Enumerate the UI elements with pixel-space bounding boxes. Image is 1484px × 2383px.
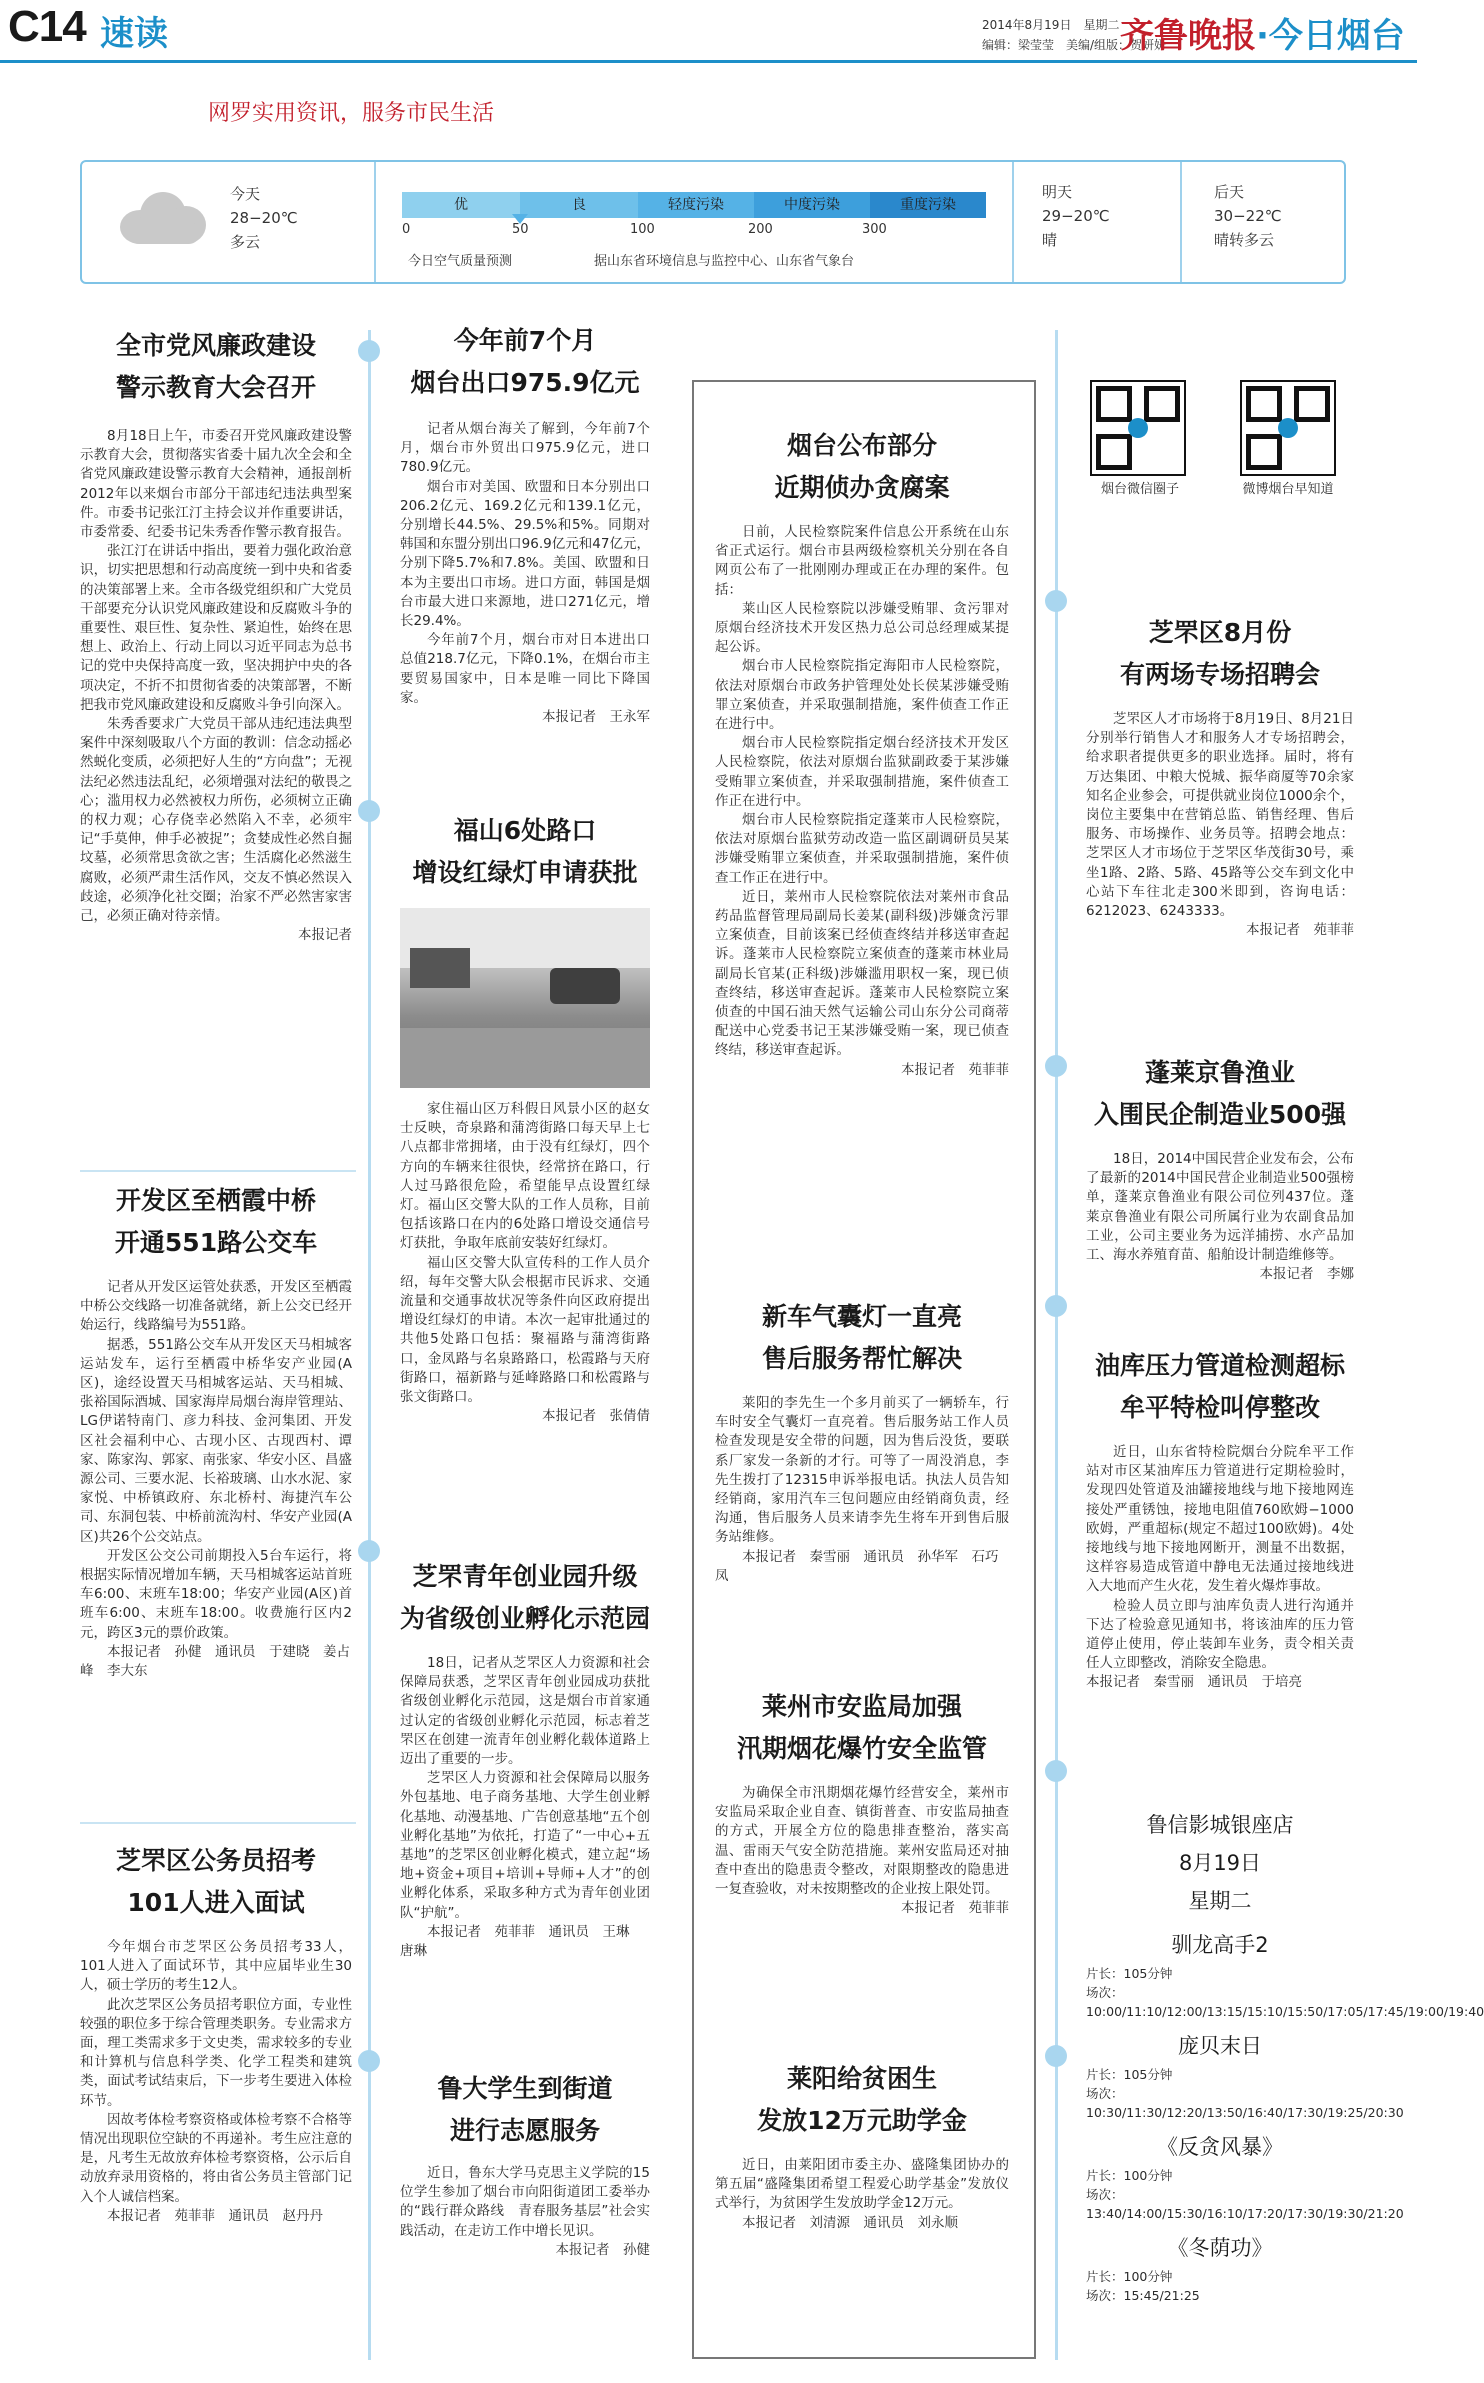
film-duration: 片长：105分钟 — [1086, 1966, 1173, 1981]
dayafter-label: 后天 — [1214, 183, 1245, 201]
headline-line: 开通551路公交车 — [114, 1228, 318, 1257]
timeline-dot — [1045, 1295, 1067, 1317]
article-civil-servant — [80, 1840, 352, 2226]
today-temp: 28−20℃ — [230, 209, 298, 227]
headline — [715, 1296, 1009, 1380]
article-volunteers — [400, 2068, 650, 2260]
timeline-dot — [1045, 1760, 1067, 1782]
paragraph: 烟台市人民检察院指定海阳市人民检察院，依法对原烟台市政务护管理处处长侯某涉嫌受贿罪立案侦查，并采取强制措施，案件侦查工作正在进行中。 — [715, 658, 1009, 733]
timeline-dot — [1045, 1055, 1067, 1077]
film-duration: 片长：105分钟 — [1086, 2067, 1173, 2082]
headline-line: 汛期烟花爆竹安全监管 — [736, 1734, 987, 1763]
aqi-tick-200: 200 — [748, 222, 773, 237]
film-title: 庞贝末日 — [1178, 2034, 1262, 2058]
byline: 本报记者 秦雪丽 通讯员 孙华军 石巧凤 — [715, 1548, 999, 1584]
newspaper-logo — [1120, 8, 1405, 57]
paragraph: 记者从开发区运管处获悉，开发区至栖霞中桥公交线路一切准备就绪，新上公交已经开始运行，线路编号为551路。 — [80, 1279, 352, 1334]
brand-main: 齐鲁晚报 — [1120, 16, 1256, 56]
weather-divider — [1012, 162, 1014, 282]
headline — [1086, 612, 1354, 696]
aqi-level-moderate: 中度污染 — [754, 192, 870, 218]
section-name: 速读 — [100, 14, 168, 54]
paragraph: 检验人员立即与油库负责人进行沟通并下达了检验意见通知书，将该油库的压力管道停止使用，停止装卸车业务，责令相关责任人立即整改，消除安全隐患。 — [1086, 1597, 1354, 1672]
paragraph: 18日，2014中国民营企业发布会，公布了最新的2014中国民营企业制造业500强榜单，蓬莱京鲁渔业有限公司位列437位。蓬莱京鲁渔业有限公司所属行业为农副食品加工业，公司主要业务为远洋捕捞、水产品加工、海水养殖育苗、船舶设计制造维修等。 — [1086, 1151, 1354, 1264]
byline: 本报记者 苑菲菲 — [1246, 922, 1354, 939]
paragraph: 烟台市对美国、欧盟和日本分别出口206.2亿元、169.2亿元和139.1亿元，分别增长44.5%、29.5%和5%。同期对韩国和东盟分别出口96.9亿元和47亿元，分别下降5.7%和7.8%。美国、欧盟和日本为主要出口市场。进口方面，韩国是烟台市最大进口来源地，进口271亿元，增长29.4%。 — [400, 478, 650, 630]
paragraph: 芝罘区人力资源和社会保障局以服务外包基地、电子商务基地、大学生创业孵化基地、动漫基地、广告创意基地“五个创业孵化基地”为依托，打造了“一中心+五基地”的芝罘区创业孵化模式，建立起“场地+资金+项目+培训+导师+人才”的创业孵化体系，采取多种方式为青年创业团队“护航”。 — [400, 1770, 650, 1921]
film-sessions: 场次：10:30/11:30/12:20/13:50/16:40/17:30/19:25/20:30 — [1086, 2086, 1404, 2120]
article-party-meeting — [80, 325, 352, 945]
cinema-date: 8月19日 — [1178, 1851, 1262, 1875]
today-sky: 多云 — [230, 233, 261, 251]
article-bus-551 — [80, 1180, 352, 1681]
paragraph: 因故考体检考察资格或体检考察不合格等情况出现职位空缺的不再递补。考生应注意的是，凡考生无故放弃体检考察资格，公示后自动放弃录用资格的，将由省公务员主管部门记入个人诚信档案。 — [80, 2111, 352, 2205]
wechat-qr-code — [1090, 380, 1186, 476]
aqi-note: 今日空气质量预测 — [408, 254, 513, 269]
headline-line: 芝罘青年创业园升级 — [412, 1562, 638, 1591]
byline: 本报记者 张倩倩 — [542, 1408, 650, 1425]
article-scholarship — [715, 2058, 1009, 2233]
aqi-level-light: 轻度污染 — [638, 192, 754, 218]
timeline-dot — [1045, 590, 1067, 612]
film-sessions: 场次：10:00/11:10/12:00/13:15/15:10/15:50/17:05/17:45/19:00/19:40 — [1086, 1985, 1484, 2019]
article-youth-park — [400, 1556, 650, 1961]
headline-line: 鲁大学生到街道 — [437, 2074, 613, 2103]
slogan: 网罗实用资讯，服务市民生活 — [208, 101, 495, 126]
headline-line: 莱州市安监局加强 — [761, 1692, 962, 1721]
film-sessions: 场次：13:40/14:00/15:30/16:10/17:20/17:30/19:30/21:20 — [1086, 2187, 1404, 2221]
headline-line: 全市党风廉政建设 — [115, 331, 316, 360]
byline: 本报记者 — [298, 927, 352, 944]
byline: 本报记者 孙健 通讯员 于建晓 姜占峰 李大东 — [80, 1643, 350, 1680]
headline — [715, 425, 1009, 509]
weather-divider — [374, 162, 376, 282]
paragraph: 张江汀在讲话中指出，要着力强化政治意识，切实把思想和行动高度统一到中央和省委的决策部署上来。全市各级党组织和广大党员干部要充分认识党风廉政建设和反腐败斗争的重要性、艰巨性、复杂性、紧迫性，始终在思想上、政治上、行动上同以习近平同志为总书记的党中央保持高度一致，坚决拥护中央的各项决定，不折不扣贯彻省委的决策部署，不断把我市党风廉政建设和反腐败斗争引向深入。 — [80, 543, 352, 713]
film-title: 驯龙高手2 — [1171, 1933, 1269, 1957]
article-fireworks — [715, 1686, 1009, 1918]
today-forecast — [230, 182, 298, 254]
byline: 本报记者 苑菲菲 — [901, 1061, 1009, 1078]
article-oil-depot — [1086, 1345, 1354, 1693]
paragraph: 莱山区人民检察院以涉嫌受贿罪、贪污罪对原烟台经济技术开发区热力总公司总经理威某提起公诉。 — [715, 600, 1009, 656]
masthead-rule — [0, 60, 1417, 63]
aqi-level-good: 良 — [520, 192, 638, 218]
headline — [80, 1180, 352, 1264]
cinema-weekday: 星期二 — [1188, 1889, 1252, 1913]
headline-line: 增设红绿灯申请获批 — [412, 858, 638, 887]
headline-line: 发放12万元助学金 — [757, 2106, 967, 2135]
film-title: 《反贪风暴》 — [1157, 2135, 1283, 2159]
headline-line: 烟台出口975.9亿元 — [410, 368, 640, 397]
headline-line: 烟台公布部分 — [786, 431, 937, 460]
paragraph: 日前，人民检察院案件信息公开系统在山东省正式运行。烟台市县两级检察机关分别在各自网页公布了一批刚刚办理或正在办理的案件。包括： — [715, 524, 1009, 598]
article-fishery — [1086, 1052, 1354, 1284]
column-separator — [80, 1822, 356, 1824]
cinema-listing — [1086, 1806, 1484, 2305]
byline: 本报记者 秦雪丽 通讯员 于培亮 — [1086, 1674, 1302, 1691]
paragraph: 朱秀香要求广大党员干部从违纪违法典型案件中深刻吸取八个方面的教训：信念动摇必然蜕化变质，必须把好人生的“方向盘”；无视法纪必然违法乱纪，必须增强对法纪的敬畏之心；滥用权力必然被权力所伤，必须树立正确的权力观；心存侥幸必然陷入不幸，必须牢记“手莫伸，伸手必被捉”；贪婪成性必然自掘坟墓，必须常思贪欲之害；生活腐化必然滋生腐败，必须严肃生活作风，交友不慎必然误入歧途，必须净化社交圈；治家不严必然害家害己，必须正确对待亲情。 — [80, 716, 352, 925]
film-duration: 片长：100分钟 — [1086, 2168, 1173, 2183]
headline — [715, 2058, 1009, 2142]
headline — [80, 325, 352, 409]
headline-line: 售后服务帮忙解决 — [761, 1344, 962, 1373]
paragraph: 18日，记者从芝罘区人力资源和社会保障局获悉，芝罘区青年创业园成功获批省级创业孵化示范园，这是烟台市首家通过认定的省级创业孵化示范园，标志着芝罘区在创建一流青年创业孵化载体道路上迈出了重要的一步。 — [400, 1655, 650, 1768]
headline — [400, 1556, 650, 1640]
headline-line: 新车气囊灯一直亮 — [761, 1302, 962, 1331]
headline-line: 入围民企制造业500强 — [1093, 1100, 1347, 1129]
timeline-dot — [358, 2050, 380, 2072]
page-number: C14 — [8, 2, 86, 51]
weibo-caption: 微博烟台早知道 — [1242, 482, 1334, 497]
paragraph: 烟台市人民检察院指定蓬莱市人民检察院，依法对原烟台监狱劳动改造一监区副调研员吴某涉嫌受贿罪立案侦查，并采取强制措施，案件侦查工作正在进行中。 — [715, 812, 1009, 886]
article-exports — [400, 320, 650, 727]
headline-line: 警示教育大会召开 — [115, 373, 316, 402]
aqi-scale — [402, 192, 986, 218]
weather-box — [80, 160, 1346, 284]
headline — [400, 810, 650, 894]
paragraph: 家住福山区万科假日风景小区的赵女士反映，奇泉路和蒲湾街路口每天早上七八点都非常拥堵，由于没有红绿灯，四个方向的车辆来往很快，经常挤在路口，行人过马路很危险，希望能早点设置红绿灯。福山区交警大队的工作人员称，目前包括该路口在内的6处路口增设交通信号灯获批，争取年底前安装好红绿灯。 — [400, 1101, 650, 1252]
headline-line: 蓬莱京鲁渔业 — [1144, 1058, 1295, 1087]
editors-credit: 编辑：梁莹莹 美编/组版：贺妍妍 — [982, 38, 1167, 52]
headline-line: 开发区至栖霞中桥 — [115, 1186, 316, 1215]
paragraph: 近日，由莱阳团市委主办、盛隆集团协办的第五届“盛隆集团希望工程爱心助学基金”发放仪式举行，为贫困学生发放助学金12万元。 — [715, 2157, 1009, 2212]
tomorrow-forecast — [1042, 180, 1110, 252]
headline — [715, 1686, 1009, 1770]
headline-line: 油库压力管道检测超标 — [1094, 1351, 1345, 1380]
aqi-tick-100: 100 — [630, 222, 655, 237]
paragraph: 芝罘区人才市场将于8月19日、8月21日分别举行销售人才和服务人才专场招聘会，给求职者提供更多的职业选择。届时，将有万达集团、中粮大悦城、振华商厦等70余家知名企业参会，可提供就业岗位1000余个，岗位主要集中在营销总监、销售经理、售后服务、市场操作、业务员等。招聘会地点：芝罘区人才市场位于芝罘区华茂街30号，乘坐1路、2路、5路、45路等公交车到文化中心站下车往北走300米即到，咨询电话：6212023、6243333。 — [1086, 711, 1354, 920]
article-corruption-cases — [715, 425, 1009, 1080]
headline-line: 进行志愿服务 — [449, 2116, 600, 2145]
timeline-dot — [1045, 2045, 1067, 2067]
headline-line: 今年前7个月 — [453, 326, 597, 355]
timeline-dot — [358, 800, 380, 822]
film-title: 《冬荫功》 — [1167, 2236, 1273, 2260]
aqi-tick-300: 300 — [862, 222, 887, 237]
paragraph: 莱阳的李先生一个多月前买了一辆轿车，行车时安全气囊灯一直亮着。售后服务站工作人员检查发现是安全带的问题，因为售后没货，要联系厂家发一条新的才行。可等了一周没消息，李先生拨打了12315申诉举报电话。执法人员告知经销商，家用汽车三包问题应由经销商负责，经沟通，售后服务人员来请李先生将车开到售后服务站维修。 — [715, 1395, 1009, 1546]
article-traffic-lights — [400, 810, 650, 1426]
byline: 本报记者 苑菲菲 — [901, 1900, 1009, 1917]
weather-divider — [1180, 162, 1182, 282]
byline: 本报记者 刘清源 通讯员 刘永顺 — [742, 2214, 958, 2231]
headline — [1086, 1052, 1354, 1136]
brand-sub: ·今日烟台 — [1256, 16, 1405, 56]
headline — [400, 2068, 650, 2152]
street-photo — [400, 908, 650, 1088]
dayafter-forecast — [1214, 180, 1282, 252]
aqi-level-excellent: 优 — [402, 192, 520, 218]
byline: 本报记者 王永军 — [542, 709, 650, 726]
paragraph: 近日，山东省特检院烟台分院牟平工作站对市区某油库压力管道进行定期检验时，发现四处管道及油罐接地线与地下接地网连接处严重锈蚀，接地电阻值760欧姆−1000欧姆，严重超标(规定不超过100欧姆)。4处接地线与地下接地网断开，测量不出数据，这样容易造成管道中静电无法通过接地线进入大地而产生火花，发生着火爆炸事故。 — [1086, 1444, 1354, 1595]
article-airbag — [715, 1296, 1009, 1586]
aqi-source: 据山东省环境信息与监控中心、山东省气象台 — [594, 254, 855, 269]
headline — [80, 1840, 352, 1924]
headline-line: 福山6处路口 — [453, 816, 597, 845]
column-separator — [80, 1170, 356, 1172]
paragraph: 今年前7个月，烟台市对日本进出口总值218.7亿元，下降0.1%，在烟台市主要贸易国家中，日本是唯一同比下降国家。 — [400, 632, 650, 706]
byline: 本报记者 孙健 — [555, 2241, 650, 2258]
byline: 本报记者 苑菲菲 通讯员 王琳 唐琳 — [400, 1923, 643, 1960]
timeline-dot — [358, 1540, 380, 1562]
headline-line: 有两场专场招聘会 — [1119, 660, 1320, 689]
paragraph: 此次芝罘区公务员招考职位方面，专业性较强的职位多于综合管理类职务。专业需求方面，理工类需求多于文史类，需求较多的专业和计算机与信息科学类、化学工程类和建筑类，面试考试结束后，下一步考生要进入体检环节。 — [80, 1996, 352, 2109]
timeline-dot — [358, 340, 380, 362]
article-job-fair — [1086, 612, 1354, 940]
headline-line: 为省级创业孵化示范园 — [400, 1604, 651, 1633]
wechat-caption: 烟台微信圈子 — [1100, 482, 1179, 497]
publish-date: 2014年8月19日 星期二 — [982, 18, 1120, 32]
dayafter-temp: 30−22℃ — [1214, 207, 1282, 225]
weibo-qr-code — [1240, 380, 1336, 476]
paragraph: 今年烟台市芝罘区公务员招考33人，101人进入了面试环节，其中应届毕业生30人，硕士学历的考生12人。 — [80, 1939, 352, 1994]
dayafter-sky: 晴转多云 — [1214, 231, 1275, 249]
tomorrow-sky: 晴 — [1042, 231, 1058, 249]
film-duration: 片长：100分钟 — [1086, 2269, 1173, 2284]
headline-line: 莱阳给贫困生 — [786, 2064, 937, 2093]
film-sessions: 场次：15:45/21:25 — [1086, 2288, 1200, 2303]
paragraph: 记者从烟台海关了解到，今年前7个月，烟台市外贸出口975.9亿元，进口780.9亿元。 — [400, 421, 650, 476]
paragraph: 近日，鲁东大学马克思主义学院的15位学生参加了烟台市向阳街道团工委举办的“践行群众路线 青春服务基层”社会实践活动，在走访工作中增长见识。 — [400, 2165, 650, 2239]
headline-line: 牟平特检叫停整改 — [1119, 1393, 1320, 1422]
headline-line: 101人进入面试 — [127, 1888, 305, 1917]
paragraph: 为确保全市汛期烟花爆竹经营安全，莱州市安监局采取企业自查、镇街普查、市安监局抽查的方式，开展全方位的隐患排查整治，落实高温、雷雨天气安全防范措施。莱州安监局还对抽查中查出的隐患责令整改，对限期整改的隐患进一复查验收，对未按期整改的企业按上限处罚。 — [715, 1785, 1009, 1898]
paragraph: 福山区交警大队宣传科的工作人员介绍，每年交警大队会根据市民诉求、交通流量和交通事故状况等条件向区政府提出增设红绿灯的申请。本次一起审批通过的共他5处路口包括：聚福路与蒲湾街路口，金凤路与名泉路路口，松霞路与天府街路口，福新路与延峰路路口和松霞路与张文街路口。 — [400, 1254, 650, 1406]
paragraph: 据悉，551路公交车从开发区天马相城客运站发车，运行至栖霞中桥华安产业园(A区)，途经设置天马相城客运站、天马相城、张裕国际酒城、国家海岸局烟台海岸管理站、LG伊诺特南门、彦力科技、金河集团、开发区社会福利中心、古现小区、古现西村、谭家、陈家沟、郭家、南张家、华安小区、昌盛源公司、三要水泥、长裕玻璃、山水水泥、家家悦、中桥镇政府、东北桥村、海捷汽车公司、东洞包装、中桥前流沟村、华安产业园(A区)共26个公交站点。 — [80, 1336, 352, 1545]
headline — [400, 320, 650, 404]
byline: 本报记者 苑菲菲 通讯员 赵丹丹 — [107, 2207, 323, 2224]
paragraph: 烟台市人民检察院指定烟台经济技术开发区人民检察院，依法对原烟台监狱副政委于某涉嫌受贿罪立案侦查，并采取强制措施，案件侦查工作正在进行中。 — [715, 735, 1009, 809]
paragraph: 8月18日上午，市委召开党风廉政建设警示教育大会，贯彻落实省委十届九次全会和全省党风廉政建设警示教育大会精神，通报剖析2012年以来烟台市部分干部违纪违法典型案件。市委书记张江汀主持会议并作重要讲话，市委常委、纪委书记朱秀香作警示教育报告。 — [80, 428, 352, 541]
aqi-tick-50: 50 — [512, 222, 529, 237]
headline-line: 芝罘区公务员招考 — [115, 1846, 316, 1875]
headline — [1086, 1345, 1354, 1429]
cloudy-icon — [120, 192, 206, 244]
paragraph: 近日，莱州市人民检察院依法对莱州市食品药品监督管理局副局长姜某(副科级)涉嫌贪污罪立案侦查，目前该案已经侦查终结并移送审查起诉。蓬莱市人民检察院立案侦查的蓬莱市林业局副局长官某(正科级)涉嫌滥用职权一案，现已侦查终结，移送审查起诉。蓬莱市人民检察院立案侦查的中国石油天然气运输公司山东分公司商蒂配送中心党委书记王某涉嫌受贿一案，现已侦查终结，移送审查起诉。 — [715, 888, 1009, 1059]
today-label: 今天 — [230, 185, 261, 203]
headline-line: 近期侦办贪腐案 — [774, 473, 950, 502]
tomorrow-temp: 29−20℃ — [1042, 207, 1110, 225]
paragraph: 开发区公交公司前期投入5台车运行，将根据实际情况增加车辆，天马相城客运站首班车6:00、末班车18:00；华安产业园(A区)首班车6:00、末班车18:00。收费施行区内2元，跨区3元的票价政策。 — [80, 1547, 352, 1641]
headline-line: 芝罘区8月份 — [1148, 618, 1292, 647]
aqi-tick-0: 0 — [402, 222, 411, 237]
byline: 本报记者 李娜 — [1259, 1266, 1354, 1283]
cinema-name: 鲁信影城银座店 — [1146, 1813, 1294, 1837]
tomorrow-label: 明天 — [1042, 183, 1073, 201]
aqi-level-heavy: 重度污染 — [870, 192, 986, 218]
